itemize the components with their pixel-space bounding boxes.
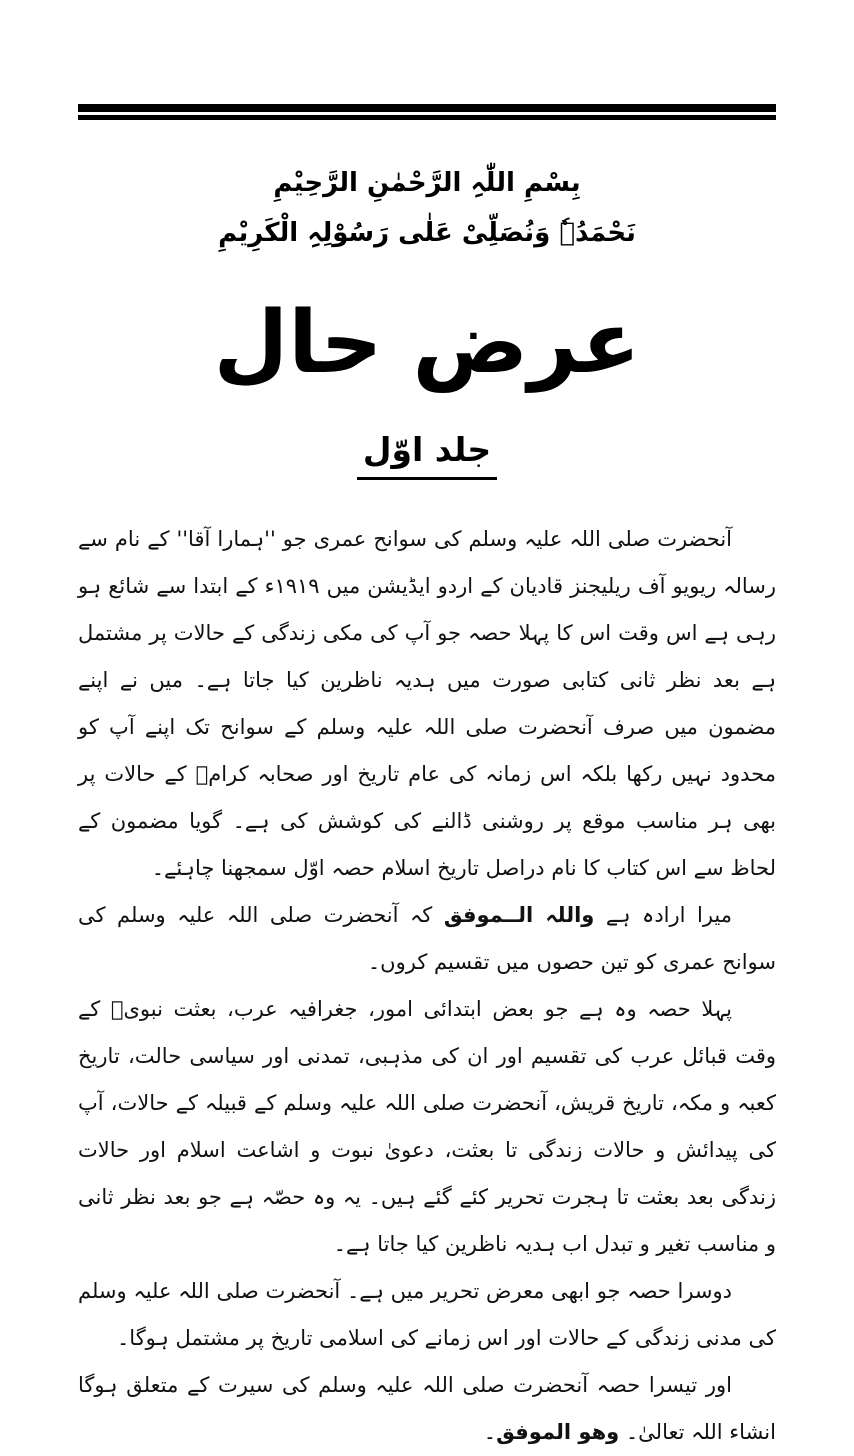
text-segment: اور تیسرا حصہ آنحضرت صلی اللہ علیہ وسلم کی سیرت کے متعلق ہوگا انشاء اللہ تعالیٰ۔ [78, 1373, 776, 1444]
text-segment: آنحضرت صلی اللہ علیہ وسلم کی سوانح عمری جو ''ہمارا آقا'' کے نام سے رسالہ ریویو آف ریلیجنز قادیان کے اردو ایڈیشن میں ۱۹۱۹ء کے ابتدا سے شائع ہو رہی ہے اس وقت اس کا پہلا حصہ جو آپ کی مکی زندگی کے حالات پر مشتمل ہے بعد نظر ثانی کتابی صورت میں ہدیہ ناظرین کیا جاتا ہے۔ میں نے اپنے مضمون میں صرف آنحضرت صلی اللہ علیہ وسلم کے سوانح تک اپنے آپ کو محدود نہیں رکھا بلکہ اس زمانہ کی عام تاریخ اور صحابہ کرامؓ کے حالات پر بھی ہر مناسب موقع پر روشنی ڈالنے کی کوشش کی ہے۔ گویا مضمون کے لحاظ سے اس کتاب کا نام دراصل تاریخ اسلام حصہ اوّل سمجھنا چاہئے۔ [78, 527, 776, 880]
text-segment: کہ آنحضرت صلی اللہ علیہ وسلم کی سوانح عمری کو تین حصوں میں تقسیم کروں۔ [78, 903, 776, 974]
paragraph [78, 892, 776, 986]
page-title: عرض حال [213, 293, 641, 393]
paragraph [78, 986, 776, 1268]
volume-heading: جلد اوّل [357, 428, 497, 480]
text-segment: میرا ارادہ ہے [594, 903, 733, 927]
paragraph [78, 516, 776, 892]
document-page [0, 104, 854, 1444]
paragraph [78, 1362, 776, 1456]
bismillah-block [78, 158, 776, 258]
body-paragraphs [78, 516, 776, 1456]
bold-phrase: واللہ الــموفق [443, 903, 595, 927]
text-segment: دوسرا حصہ جو ابھی معرض تحریر میں ہے۔ آنحضرت صلی اللہ علیہ وسلم کی مدنی زندگی کے حالات اور اس زمانے کی اسلامی تاریخ پر مشتمل ہوگا۔ [78, 1279, 776, 1350]
text-segment: پہلا حصہ وہ ہے جو بعض ابتدائی امور، جغرافیہ عرب، بعثت نبویؐ کے وقت قبائل عرب کی تقسیم اور ان کی مذہبی، تمدنی اور سیاسی حالت، تاریخ کعبہ و مکہ، تاریخ قریش، آنحضرت صلی اللہ علیہ وسلم کے قبیلہ کے حالات، آپ کی پیدائش و حالات زندگی تا بعثت، دعویٰ نبوت و اشاعت اسلام اور حالات زندگی بعد بعثت تا ہجرت تحریر کئے گئے ہیں۔ یہ وہ حصّہ ہے جو بعد نظر ثانی و مناسب تغیر و تبدل اب ہدیہ ناظرین کیا جاتا ہے۔ [78, 997, 776, 1256]
top-double-rule [78, 104, 776, 120]
paragraph [78, 1268, 776, 1362]
bismillah-line-1: بِسْمِ اللّٰہِ الرَّحْمٰنِ الرَّحِیْمِ [273, 168, 581, 198]
text-segment: ۔ [483, 1420, 497, 1444]
volume-heading-row [78, 428, 776, 480]
bold-phrase: وهو الموفق [496, 1420, 620, 1444]
bismillah-line-2: نَحْمَدُہٗ وَنُصَلِّیْ عَلٰی رَسُوْلِہِ الْکَرِیْمِ [218, 218, 636, 248]
